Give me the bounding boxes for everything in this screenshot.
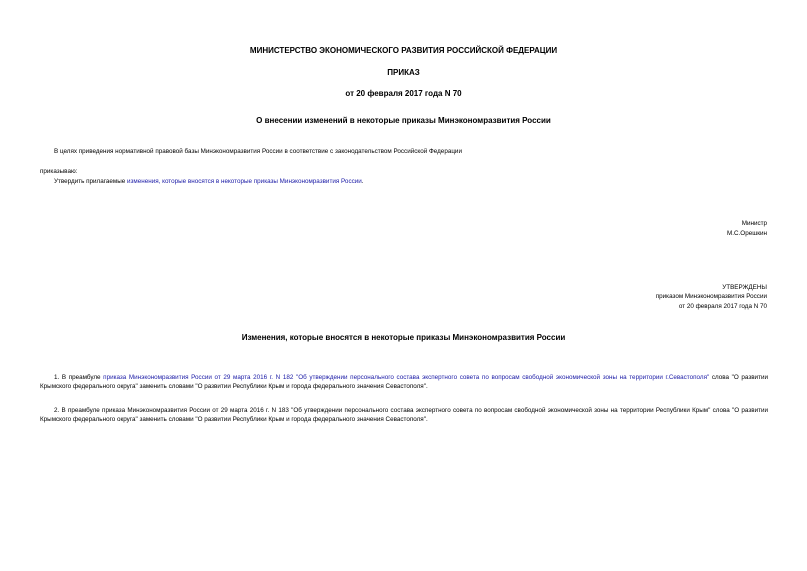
preamble-text: В целях приведения нормативной правовой базы Минэкономразвития России в соответствие с законодательством Российской Федерации [54,148,462,155]
changes-link[interactable]: изменения, которые вносятся в некоторые приказы Минэкономразвития России [127,178,362,185]
order-word: приказываю: [40,168,78,175]
date-number-heading: от 20 февраля 2017 года N 70 [345,89,462,98]
approval-line-2: приказом Минэкономразвития России [655,293,767,300]
approval-line-3: от 20 февраля 2017 года N 70 [678,303,767,310]
approval-line-1: УТВЕРЖДЕНЫ [722,284,767,291]
approve-suffix: . [361,178,364,185]
item1-suffix: слова "О развитии Крымского федерального округа" заменить словами "О развитии Республики Крым и города федерального значения Севастополя". [40,374,768,390]
doc-type-heading: ПРИКАЗ [387,68,420,77]
signature-name: М.С.Орешкин [727,230,767,237]
ministry-heading: МИНИСТЕРСТВО ЭКОНОМИЧЕСКОГО РАЗВИТИЯ РОССИЙСКОЙ ФЕДЕРАЦИИ [249,46,558,55]
approve-line [54,177,364,186]
change-item-2: 2. В преамбуле приказа Минэкономразвития России от 29 марта 2016 г. N 183 "Об утверждении персонального состава экспертного совета по вопросам свободной экономической зоны на территории Республики Крым" слова "О развитии Крымского федерального округа" заменить словами "О развитии Республики Крым и города федерального значения Севастополя". [40,407,768,423]
item1-prefix: 1. В преамбуле [54,374,104,381]
change-item-1 [40,373,768,391]
approve-prefix: Утвердить прилагаемые [54,178,127,185]
changes-title: Изменения, которые вносятся в некоторые приказы Минэкономразвития России [241,333,566,342]
order-182-link[interactable]: приказа Минэкономразвития России от 29 марта 2016 г. N 182 "Об утверждении персонального состава экспертного совета по вопросам свободной экономической зоны на территории г.Севастополя" [103,374,710,381]
subject-heading: О внесении изменений в некоторые приказы Минэкономразвития России [256,116,551,125]
signature-position: Министр [741,220,767,227]
